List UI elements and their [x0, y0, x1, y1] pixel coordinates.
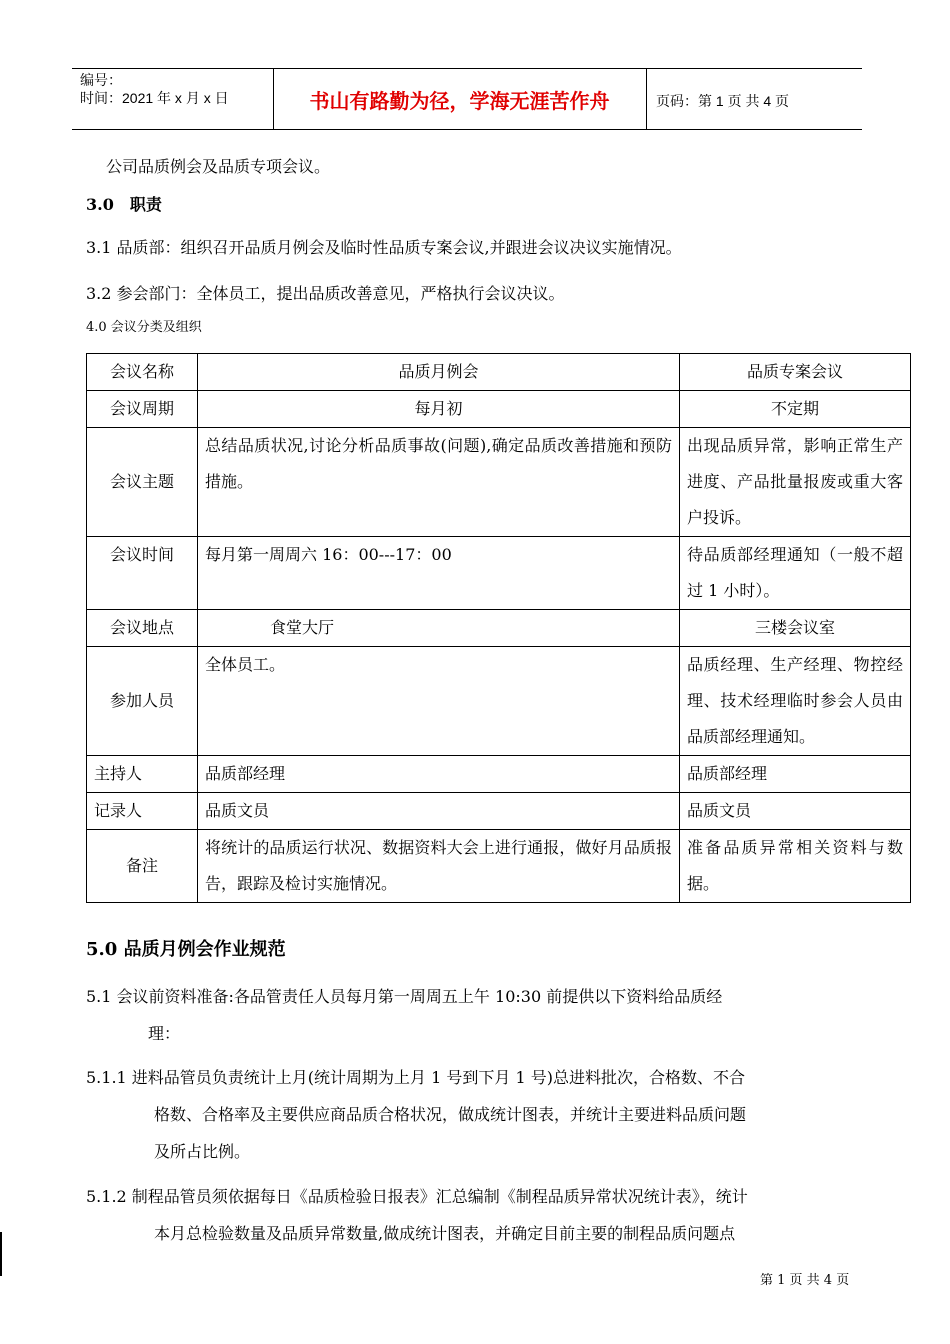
margin-mark — [0, 1232, 2, 1276]
section-5-heading: 5.0 品质月例会作业规范 — [86, 939, 286, 960]
section-5-1-1-line3: 及所占比例。 — [154, 1142, 251, 1161]
table-row — [87, 428, 911, 537]
header-meta — [80, 71, 229, 107]
meeting-table — [86, 353, 911, 903]
row-label: 会议主题 — [87, 428, 198, 537]
monthly-cell: 每月初 — [198, 391, 680, 428]
header-motto: 书山有路勤为径，学海无涯苦作舟 — [309, 88, 610, 113]
row-label: 参加人员 — [87, 647, 198, 756]
special-cell: 三楼会议室 — [680, 610, 911, 647]
monthly-cell: 食堂大厅 — [198, 610, 680, 647]
table-row — [87, 610, 911, 647]
section-4-heading: 4.0 会议分类及组织 — [86, 320, 202, 335]
section-5-1-2-line2: 本月总检验数量及品质异常数量,做成统计图表，并确定目前主要的制程品质问题点 — [154, 1224, 736, 1243]
row-label: 会议地点 — [87, 610, 198, 647]
monthly-cell: 全体员工。 — [198, 647, 680, 756]
table-row — [87, 756, 911, 793]
table-row — [87, 830, 911, 903]
table-header-cell: 品质月例会 — [198, 354, 680, 391]
table-header-row — [87, 354, 911, 391]
table-row — [87, 391, 911, 428]
document-time: 时间：2021 年 x 月 x 日 — [80, 90, 229, 106]
section-5-1-2-line1: 5.1.2 制程品管员须依据每日《品质检验日报表》汇总编制《制程品质异常状况统计表》，统计 — [86, 1187, 748, 1206]
table-row — [87, 793, 911, 830]
special-cell: 品质部经理 — [680, 756, 911, 793]
monthly-cell: 品质文员 — [198, 793, 680, 830]
footer-page-number: 第 1 页 共 4 页 — [760, 1273, 850, 1288]
table-row — [87, 537, 911, 610]
table-row — [87, 647, 911, 756]
section-5-1-1-line1: 5.1.1 进料品管员负责统计上月(统计周期为上月 1 号到下月 1 号)总进料批次，合格数、不合 — [86, 1068, 745, 1087]
special-cell: 品质经理、生产经理、物控经理、技术经理临时参会人员由品质部经理通知。 — [680, 647, 911, 756]
section-5-1-line2: 理： — [148, 1024, 181, 1043]
page-header — [72, 68, 862, 130]
special-cell: 品质文员 — [680, 793, 911, 830]
section-3-1: 3.1 品质部：组织召开品质月例会及临时性品质专案会议,并跟进会议决议实施情况。 — [86, 238, 682, 257]
row-label: 会议时间 — [87, 537, 198, 610]
special-cell: 不定期 — [680, 391, 911, 428]
row-label: 主持人 — [87, 756, 198, 793]
table-header-cell: 会议名称 — [87, 354, 198, 391]
monthly-cell: 品质部经理 — [198, 756, 680, 793]
row-label: 记录人 — [87, 793, 198, 830]
intro-text: 公司品质例会及品质专项会议。 — [106, 157, 331, 176]
special-cell: 出现品质异常，影响正常生产进度、产品批量报废或重大客户投诉。 — [680, 428, 911, 537]
monthly-cell: 将统计的品质运行状况、数据资料大会上进行通报，做好月品质报告，跟踪及检讨实施情况。 — [198, 830, 680, 903]
table-header-cell: 品质专案会议 — [680, 354, 911, 391]
monthly-cell: 总结品质状况,讨论分析品质事故(问题),确定品质改善措施和预防措施。 — [198, 428, 680, 537]
row-label: 备注 — [87, 830, 198, 903]
header-page-number: 页码：第 1 页 共 4 页 — [656, 93, 790, 109]
monthly-cell: 每月第一周周六 16：00---17：00 — [198, 537, 680, 610]
section-5-1-1-line2: 格数、合格率及主要供应商品质合格状况，做成统计图表，并统计主要进料品质问题 — [154, 1105, 747, 1124]
special-cell: 待品质部经理通知（一般不超过 1 小时）。 — [680, 537, 911, 610]
document-number-label: 编号： — [80, 72, 122, 88]
row-label: 会议周期 — [87, 391, 198, 428]
section-3-heading: 3.0 职责 — [86, 195, 162, 214]
section-3-2: 3.2 参会部门：全体员工，提出品质改善意见，严格执行会议决议。 — [86, 284, 565, 303]
special-cell: 准备品质异常相关资料与数据。 — [680, 830, 911, 903]
header-divider — [646, 69, 647, 129]
section-5-1-line1: 5.1 会议前资料准备:各品管责任人员每月第一周周五上午 10:30 前提供以下资料给品质经 — [86, 987, 723, 1006]
